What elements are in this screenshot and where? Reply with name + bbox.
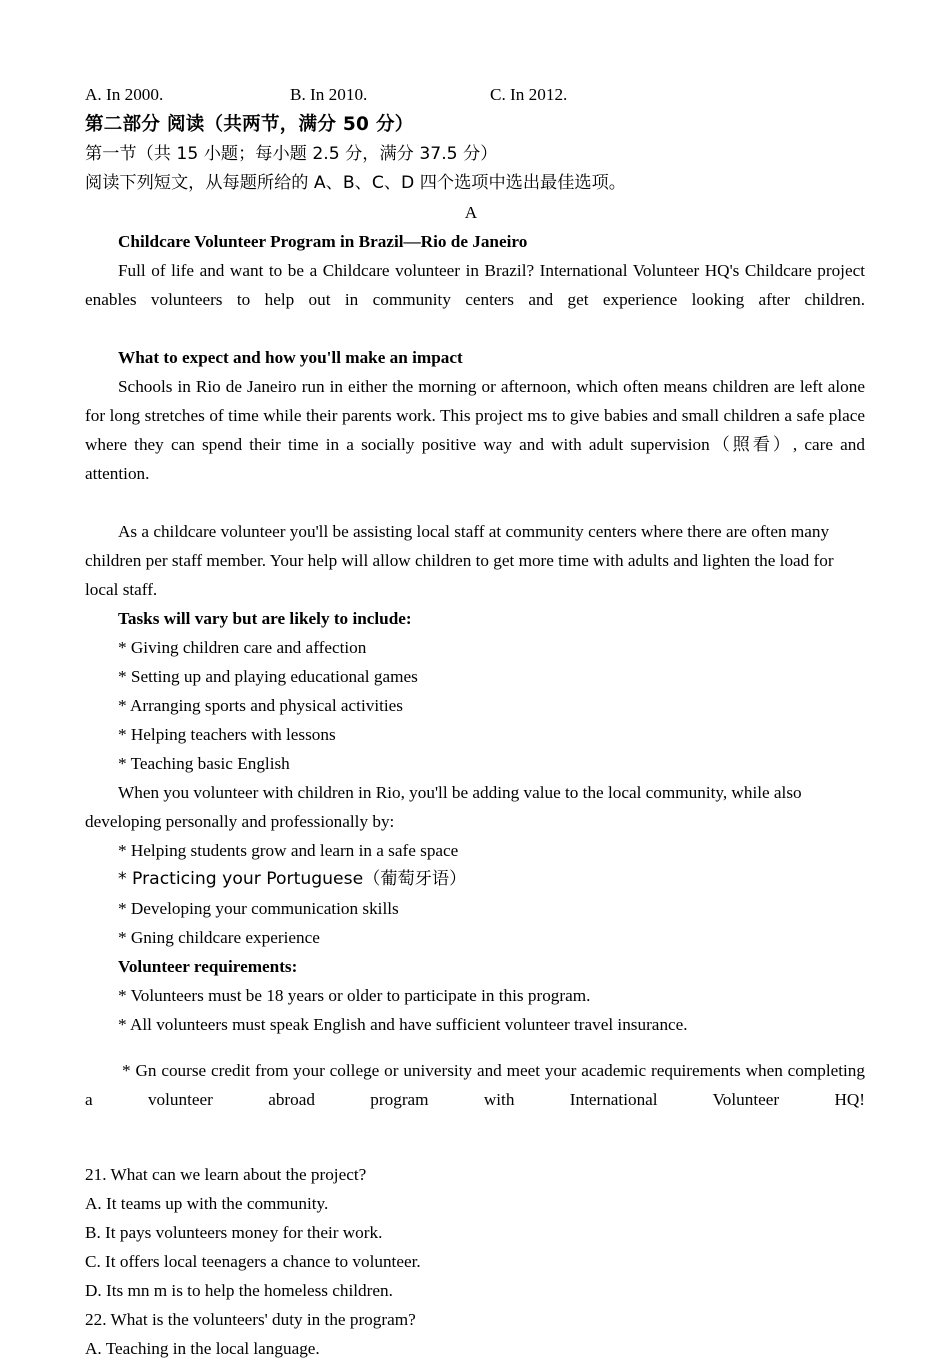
question-option: B. It pays volunteers money for their work. bbox=[85, 1223, 383, 1243]
section-subheading: 第一节（共 15 小题；每小题 2.5 分，满分 37.5 分） bbox=[85, 144, 498, 164]
option-b: B. In 2010. bbox=[290, 85, 368, 104]
list-item: * Helping students grow and learn in a safe space bbox=[118, 841, 459, 860]
option-a: A. In 2000. bbox=[85, 85, 164, 104]
question-stem: 21. What can we learn about the project? bbox=[85, 1165, 367, 1185]
question-option: D. Its mn m is to help the homeless children. bbox=[85, 1281, 393, 1301]
question-option: A. It teams up with the community. bbox=[85, 1194, 329, 1214]
list-item: * Giving children care and affection bbox=[118, 638, 367, 657]
question-option: C. It offers local teenagers a chance to volunteer. bbox=[85, 1252, 421, 1272]
option-c: C. In 2012. bbox=[490, 85, 568, 104]
benefits-intro-paragraph: When you volunteer with children in Rio, you'll be adding value to the local community, while also developing personally and professionally by: bbox=[85, 783, 802, 831]
text-column bbox=[85, 80, 865, 1363]
list-item: * Teaching basic English bbox=[118, 754, 290, 773]
list-item: * Arranging sports and physical activities bbox=[118, 696, 403, 715]
list-item: * Volunteers must be 18 years or older to participate in this program. bbox=[118, 986, 591, 1005]
expect-heading: What to expect and how you'll make an impact bbox=[118, 348, 463, 367]
passage-intro-paragraph: Full of life and want to be a Childcare volunteer in Brazil? International Volunteer HQ's Childcare project enables volunteers to help out in community centers and get experience looking after children. bbox=[85, 261, 865, 309]
list-item: * Gn course credit from your college or university and meet your academic requirements when completing a volunteer abroad program with International Volunteer HQ! bbox=[85, 1061, 865, 1110]
list-item: * All volunteers must speak English and have sufficient volunteer travel insurance. bbox=[118, 1015, 688, 1034]
section-heading: 第二部分 阅读（共两节，满分 50 分） bbox=[85, 114, 414, 135]
assist-paragraph: As a childcare volunteer you'll be assisting local staff at community centers where there are often many children per staff member. Your help will allow children to get more time with adults and lighten the load for local staff. bbox=[85, 522, 834, 599]
list-item: * Developing your communication skills bbox=[118, 899, 399, 918]
passage-title: Childcare Volunteer Program in Brazil—Rio de Janeiro bbox=[118, 232, 528, 251]
list-item: * Helping teachers with lessons bbox=[118, 725, 336, 744]
tasks-heading: Tasks will vary but are likely to include: bbox=[118, 609, 412, 628]
passage-label: A bbox=[464, 203, 478, 222]
question-stem: 22. What is the volunteers' duty in the program? bbox=[85, 1310, 416, 1330]
list-item: * Setting up and playing educational games bbox=[118, 667, 418, 686]
requirements-heading: Volunteer requirements: bbox=[118, 957, 298, 976]
list-item: * Gning childcare experience bbox=[118, 928, 320, 947]
previous-question-options bbox=[85, 80, 865, 109]
expect-paragraph: Schools in Rio de Janeiro run in either the morning or afternoon, which often means children are left alone for long stretches of time while their parents work. This project ms to give babies and small children a safe place where they can spend their time in a socially positive way and with adult supervision（照看）, care and attention. bbox=[85, 377, 865, 483]
section-instruction: 阅读下列短文，从每题所给的 A、B、C、D 四个选项中选出最佳选项。 bbox=[85, 173, 626, 193]
list-item: * Practicing your Portuguese（葡萄牙语） bbox=[118, 869, 467, 889]
question-option: A. Teaching in the local language. bbox=[85, 1339, 320, 1359]
